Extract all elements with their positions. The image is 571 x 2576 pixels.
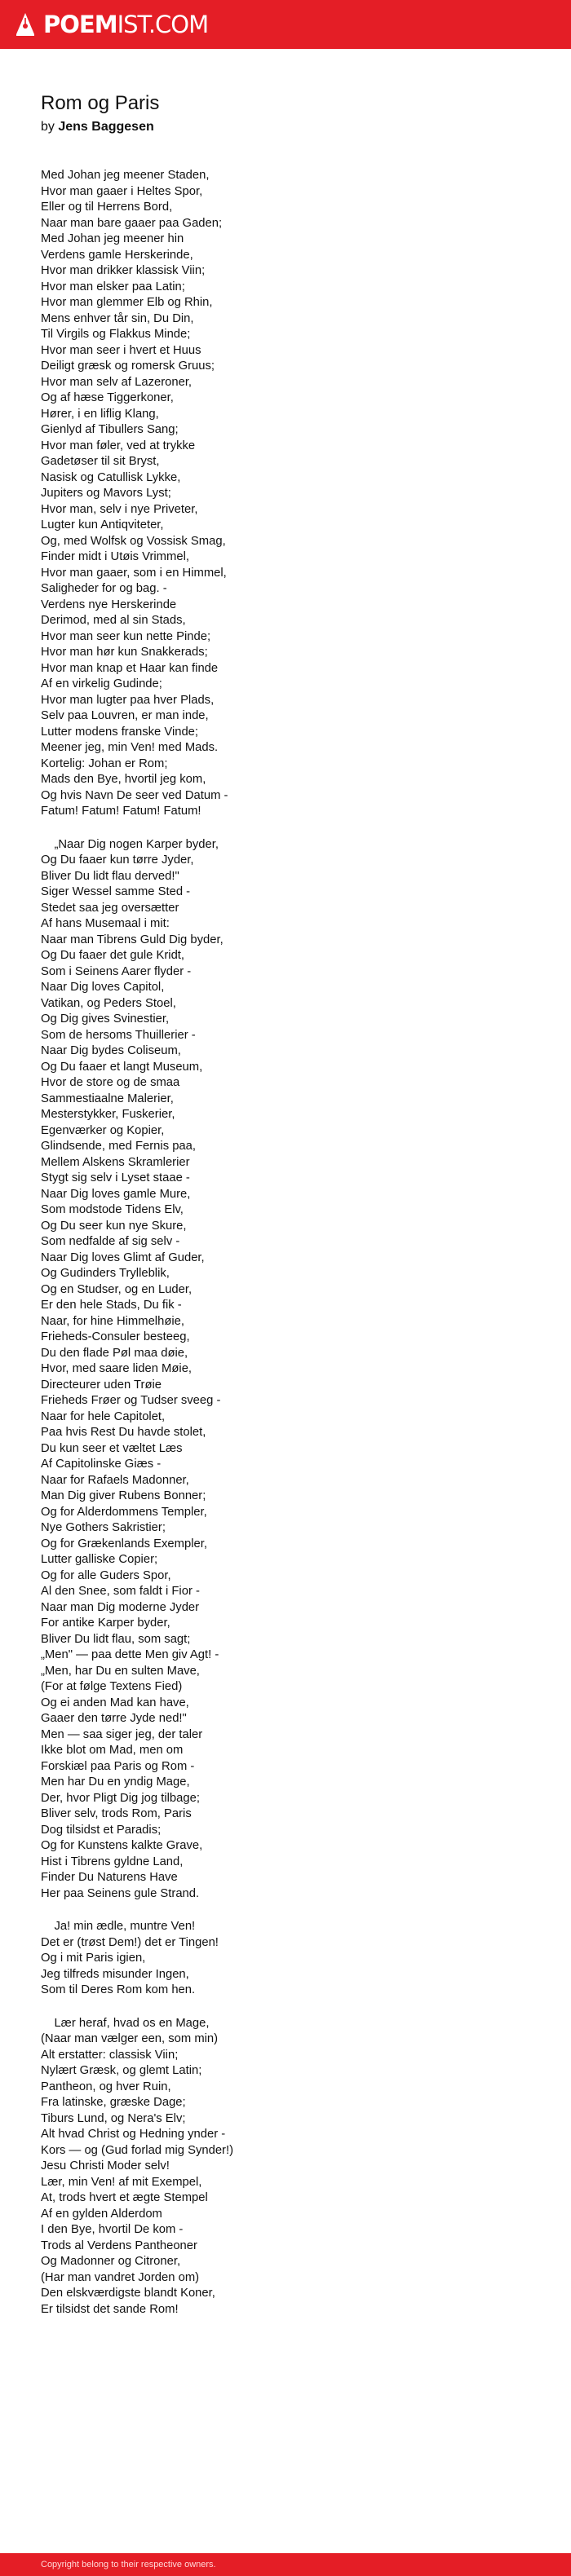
poem-line: Hvor man drikker klassisk Viin; <box>41 264 206 277</box>
poem-line: Hvor man glemmer Elb og Rhin, <box>41 296 213 309</box>
poem-line: Og for alle Guders Spor, <box>41 1568 171 1582</box>
poem-line: Lær, min Ven! af mit Exempel, <box>41 2175 202 2189</box>
poem-line: Hvor man lugter paa hver Plads, <box>41 693 215 707</box>
poem-body <box>41 168 530 2318</box>
poem-line: Jesu Christi Moder selv! <box>41 2159 170 2172</box>
poem-line: Og Du faaer det gule Kridt, <box>41 949 185 962</box>
poem-line: Bliver Du lidt flau, som sagt; <box>41 1632 191 1646</box>
poem-line: Verdens nye Herskerinde <box>41 598 177 611</box>
author-link[interactable]: Jens Baggesen <box>58 120 154 134</box>
poem-line: Gaaer den tørre Jyde ned!" <box>41 1712 187 1725</box>
poem-line: (For at følge Textens Fied) <box>41 1680 183 1693</box>
poem-line: Og hvis Navn De seer ved Datum - <box>41 788 228 802</box>
poem-line: Trods al Verdens Pantheoner <box>41 2239 197 2252</box>
poem-line: Jeg tilfreds misunder Ingen, <box>41 1967 189 1981</box>
poem-line: Af en virkelig Gudinde; <box>41 677 162 690</box>
poem-line: For antike Karper byder, <box>41 1617 170 1630</box>
poem-line: Mads den Bye, hvortil jeg kom, <box>41 773 206 786</box>
pen-nib-icon <box>15 12 36 37</box>
poem-line: Og ei anden Mad kan have, <box>41 1696 189 1709</box>
poem-line: Fatum! Fatum! Fatum! Fatum! <box>41 805 201 818</box>
poem-line: Naar man Tibrens Guld Dig byder, <box>41 933 224 946</box>
poem-line: Den elskværdigste blandt Koner, <box>41 2287 215 2300</box>
poem-line: Lutter galliske Copier; <box>41 1553 158 1566</box>
poem-line: Af hans Musemaal i mit: <box>41 917 170 930</box>
poem-line: Og for Grækenlands Exempler, <box>41 1537 207 1550</box>
poem-line: Hvor man selv af Lazeroner, <box>41 375 193 389</box>
poem-line: Og Madonner og Citroner, <box>41 2255 181 2268</box>
poem-line: Hvor man, selv i nye Priveter, <box>41 502 198 516</box>
poem-line: Hører, i en liflig Klang, <box>41 407 159 421</box>
poem-stanza <box>41 2016 530 2318</box>
poem-line: Al den Snee, som faldt i Fior - <box>41 1585 200 1598</box>
poem-line: Hvor man gaaer i Heltes Spor, <box>41 184 203 198</box>
poem-line: Saligheder for og bag. - <box>41 582 167 595</box>
poem-stanza <box>41 1919 530 1999</box>
poem-line: Som til Deres Rom kom hen. <box>41 1983 196 1996</box>
poem-line: Af Capitolinske Giæs - <box>41 1458 162 1471</box>
poem-line: Forskiæl paa Paris og Rom - <box>41 1759 195 1773</box>
poem-line: Hist i Tibrens gyldne Land, <box>41 1855 184 1868</box>
poem-line: (Har man vandret Jorden om) <box>41 2270 200 2284</box>
poem-line: Alt hvad Christ og Hedning ynder - <box>41 2128 226 2141</box>
by-label: by <box>41 120 55 134</box>
poem-line: Gienlyd af Tibullers Sang; <box>41 423 179 436</box>
poem-line: Deiligt græsk og romersk Gruus; <box>41 359 215 373</box>
poem-line: Som modstode Tidens Elv, <box>41 1203 184 1216</box>
poem-line: Hvor man seer i hvert et Huus <box>41 343 201 357</box>
poem-line: Af en gylden Alderdom <box>41 2207 162 2221</box>
poem-line: Mellem Alskens Skramlerier <box>41 1155 190 1169</box>
poem-line: Glindsende, med Fernis paa, <box>41 1140 196 1153</box>
poem-line: Bliver Du lidt flau derved!" <box>41 869 179 883</box>
poem-line: Finder Du Naturens Have <box>41 1871 178 1884</box>
poem-line: Vatikan, og Peders Stoel, <box>41 996 176 1010</box>
poem-line: Mens enhver tår sin, Du Din, <box>41 311 194 325</box>
poem-line: Og Du faaer et langt Museum, <box>41 1060 203 1074</box>
poem-line: Er tilsidst det sande Rom! <box>41 2302 179 2316</box>
poem-line: Naar Dig loves gamle Mure, <box>41 1187 191 1201</box>
poem-line: Nye Gothers Sakristier; <box>41 1521 166 1534</box>
poem-line: Verdens gamle Herskerinde, <box>41 248 193 262</box>
poem-line: Og, med Wolfsk og Vossisk Smag, <box>41 534 226 548</box>
poem-line: Nylært Græsk, og glemt Latin; <box>41 2064 202 2077</box>
poem-line: Og af hæse Tiggerkoner, <box>41 391 174 404</box>
site-header <box>0 0 571 49</box>
poem-line: Egenværker og Kopier, <box>41 1123 165 1137</box>
poem-line: Naar, for hine Himmelhøie, <box>41 1314 184 1328</box>
poem-line: „Men" — paa dette Men giv Agt! - <box>41 1648 219 1661</box>
poem-line: Og for Kunstens kalkte Grave, <box>41 1839 203 1852</box>
poem-line: Kortelig: Johan er Rom; <box>41 756 168 770</box>
poem-line: Frieheds-Consuler besteeg, <box>41 1330 190 1343</box>
copyright-text: Copyright belong to their respective owners. <box>41 2560 216 2569</box>
poem-line: Mesterstykker, Fuskerier, <box>41 1108 175 1121</box>
site-logo[interactable] <box>15 11 208 38</box>
poem-line: (Naar man vælger een, som min) <box>41 2032 219 2045</box>
poem-line: Alt erstatter: classisk Viin; <box>41 2048 179 2062</box>
site-footer <box>0 2553 571 2576</box>
poem-line: Og Gudinders Trylleblik, <box>41 1267 170 1280</box>
poem-line: Lær heraf, hvad os en Mage, <box>41 2016 210 2030</box>
poem-line: Og Dig gives Svinestier, <box>41 1012 170 1026</box>
byline <box>41 119 530 135</box>
poem-line: Som de hersoms Thuillerier - <box>41 1028 196 1042</box>
poem-line: „Men, har Du en sulten Mave, <box>41 1664 200 1678</box>
poem-line: Ikke blot om Mad, men om <box>41 1744 184 1757</box>
poem-line: Det er (trøst Dem!) det er Tingen! <box>41 1935 219 1949</box>
poem-line: Naar man bare gaaer paa Gaden; <box>41 216 223 230</box>
poem-line: Kors — og (Gud forlad mig Synder!) <box>41 2143 234 2157</box>
poem-line: Naar Dig loves Glimt af Guder, <box>41 1251 205 1264</box>
poem-line: Og Du seer kun nye Skure, <box>41 1219 187 1233</box>
poem-line: Der, hvor Pligt Dig jog tilbage; <box>41 1791 200 1805</box>
poem-line: Naar for hele Capitolet, <box>41 1409 166 1423</box>
poem-line: Naar Dig loves Capitol, <box>41 981 165 994</box>
poem-content <box>41 91 530 2335</box>
poem-line: Directeurer uden Trøie <box>41 1378 162 1392</box>
poem-line: Hvor de store og de smaa <box>41 1076 180 1089</box>
poem-line: Man Dig giver Rubens Bonner; <box>41 1489 206 1502</box>
poem-line: Tiburs Lund, og Nera's Elv; <box>41 2111 186 2125</box>
poem-line: Hvor man hør kun Snakkerads; <box>41 646 208 659</box>
poem-stanza <box>41 168 530 820</box>
poem-line: Eller og til Herrens Bord, <box>41 201 173 214</box>
poem-line: Lutter modens franske Vinde; <box>41 725 199 739</box>
poem-line: Gadetøser til sit Bryst, <box>41 455 160 468</box>
poem-line: Paa hvis Rest Du havde stolet, <box>41 1426 206 1439</box>
poem-line: „Naar Dig nogen Karper byder, <box>41 837 219 851</box>
poem-line: Naar man Dig moderne Jyder <box>41 1600 200 1614</box>
poem-line: Hvor man gaaer, som i en Himmel, <box>41 566 227 580</box>
poem-line: Stygt sig selv i Lyset staae - <box>41 1171 190 1184</box>
poem-line: Som nedfalde af sig selv - <box>41 1235 180 1248</box>
poem-line: Hvor man elsker paa Latin; <box>41 280 185 293</box>
poem-line: Og i mit Paris igien, <box>41 1952 146 1965</box>
poem-line: Og for Alderdommens Templer, <box>41 1505 207 1519</box>
poem-line: Hvor, med saare liden Møie, <box>41 1362 193 1375</box>
poem-line: Bliver selv, trods Rom, Paris <box>41 1807 192 1820</box>
poem-line: Du kun seer et væltet Læs <box>41 1441 183 1455</box>
poem-line: Med Johan jeg meener Staden, <box>41 169 210 182</box>
poem-line: Men — saa siger jeg, der taler <box>41 1727 203 1741</box>
poem-line: Men har Du en yndig Mage, <box>41 1775 190 1789</box>
poem-title: Rom og Paris <box>41 92 160 114</box>
logo-text: POEMIST.COM <box>43 11 209 38</box>
poem-line: Hvor man seer kun nette Pinde; <box>41 629 211 643</box>
poem-line: I den Bye, hvortil De kom - <box>41 2223 184 2236</box>
poem-line: Og Du faaer kun tørre Jyder, <box>41 854 194 867</box>
poem-line: Ja! min ædle, muntre Ven! <box>41 1920 196 1933</box>
poem-line: Finder midt i Utøis Vrimmel, <box>41 550 189 563</box>
poem-line: Dog tilsidst et Paradis; <box>41 1823 162 1837</box>
poem-line: At, trods hvert et ægte Stempel <box>41 2191 208 2204</box>
poem-line: Til Virgils og Flakkus Minde; <box>41 328 191 341</box>
poem-line: Naar for Rafaels Madonner, <box>41 1473 189 1487</box>
poem-line: Hvor man føler, ved at trykke <box>41 439 196 452</box>
poem-line: Fra latinske, græske Dage; <box>41 2096 186 2109</box>
poem-line: Du den flade Pøl maa døie, <box>41 1346 188 1360</box>
poem-line: Frieheds Frøer og Tudser sveeg - <box>41 1394 221 1407</box>
poem-line: Er den hele Stads, Du fik - <box>41 1299 182 1312</box>
poem-line: Selv paa Louvren, er man inde, <box>41 709 209 722</box>
poem-line: Siger Wessel samme Sted - <box>41 885 191 898</box>
poem-line: Og en Studser, og en Luder, <box>41 1282 193 1296</box>
poem-line: Derimod, med al sin Stads, <box>41 614 186 627</box>
poem-line: Stedet saa jeg oversætter <box>41 901 179 915</box>
poem-line: Lugter kun Antiqviteter, <box>41 518 164 532</box>
poem-line: Pantheon, og hver Ruin, <box>41 2080 171 2093</box>
poem-line: Med Johan jeg meener hin <box>41 232 184 245</box>
poem-stanza <box>41 837 530 1903</box>
poem-line: Meener jeg, min Ven! med Mads. <box>41 741 219 754</box>
poem-line: Som i Seinens Aarer flyder - <box>41 964 192 978</box>
poem-line: Sammestiaalne Malerier, <box>41 1092 174 1105</box>
poem-line: Jupiters og Mavors Lyst; <box>41 487 171 500</box>
poem-line: Nasisk og Catullisk Lykke, <box>41 470 181 484</box>
poem-line: Hvor man knap et Haar kan finde <box>41 661 219 675</box>
poem-line: Her paa Seinens gule Strand. <box>41 1886 200 1900</box>
poem-line: Naar Dig bydes Coliseum, <box>41 1044 181 1057</box>
